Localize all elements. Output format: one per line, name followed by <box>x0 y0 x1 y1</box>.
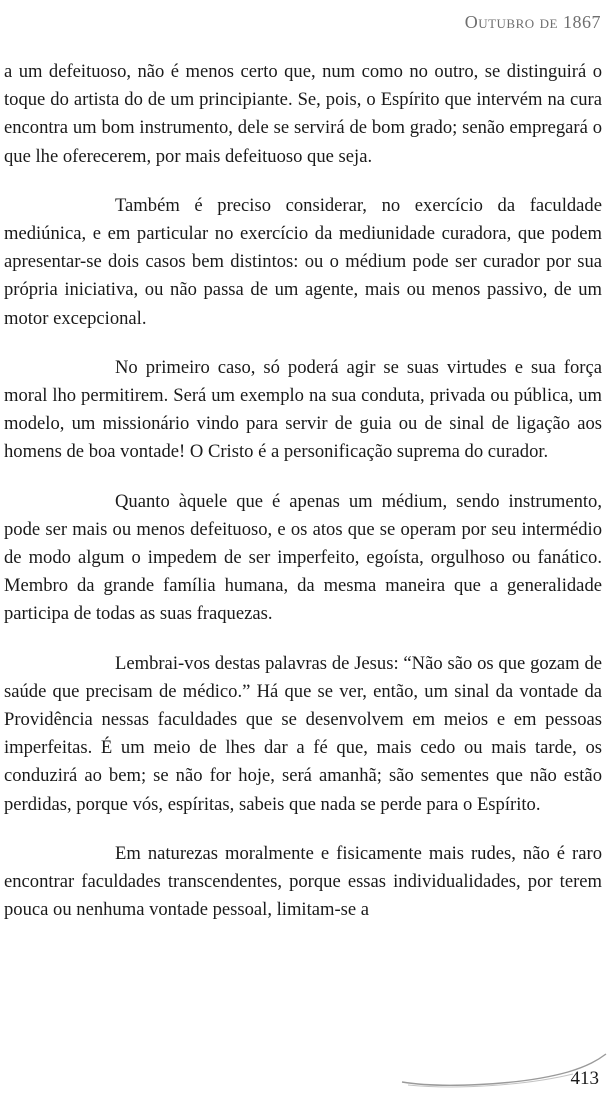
paragraph-6: Em naturezas moralmente e fisicamente mais rudes, não é raro encontrar faculdades transcendentes, porque essas individualidades, por terem pouca ou nenhuma vontade pessoal, limitam-se a <box>4 842 602 921</box>
paragraph-3: No primeiro caso, só poderá agir se suas virtudes e sua força moral lho permitirem. Será um exemplo na sua conduta, privada ou pública, um modelo, um missionário vindo para servir de guia ou de sinal de ligação aos homens de boa vontade! O Cristo é a personificação suprema do curador. <box>4 356 602 463</box>
paragraph-1: a um defeituoso, não é menos certo que, num como no outro, se distinguirá o toque do artista do de um principiante. Se, pois, o Espírito que intervém na cura encontra um bom instrumento, dele se servirá de bom grado; senão empregará o que lhe oferecerem, por mais defeituoso que seja. <box>4 61 602 167</box>
running-header: Outubro de 1867 <box>464 12 601 32</box>
paragraph-5: Lembrai-vos destas palavras de Jesus: “Não são os que gozam de saúde que precisam de médico.” Há que se ver, então, um sinal da vontade da Providência nessas faculdades que se desenvolvem em meios e em pessoas imperfeitas. É um meio de lhes dar a fé que, mais cedo ou mais tarde, os conduzirá ao bem; se não for hoje, será amanhã; são sementes que não estão perdidas, porque vós, espíritas, sabeis que nada se perde para o Espírito. <box>4 652 602 815</box>
page-body <box>4 58 602 945</box>
page-number: 413 <box>570 1068 599 1089</box>
paragraph-4: Quanto àquele que é apenas um médium, sendo instrumento, pode ser mais ou menos defeituoso, e os atos que se operam por seu intermédio de modo algum o impedem de ser imperfeito, egoísta, orgulhoso ou fanático. Membro da grande família humana, da mesma maneira que a generalidade participa de todas as suas fraquezas. <box>4 490 602 625</box>
paragraph-2: Também é preciso considerar, no exercício da faculdade mediúnica, e em particular no exercício da mediunidade curadora, que podem apresentar-se dois casos bem distintos: ou o médium pode ser curador por sua própria iniciativa, ou não passa de um agente, mais ou menos passivo, de um motor excepcional. <box>4 194 602 329</box>
